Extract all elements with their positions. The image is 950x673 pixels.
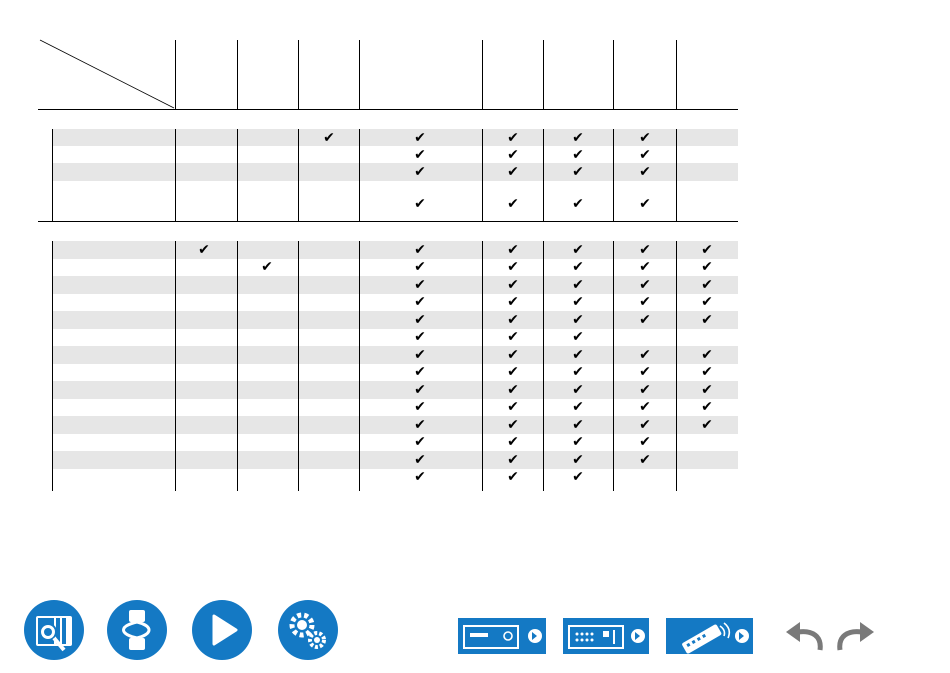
check-mark: ✔ bbox=[507, 196, 519, 212]
check-mark: ✔ bbox=[414, 311, 426, 328]
header-column-divider bbox=[359, 40, 360, 109]
check-mark: ✔ bbox=[572, 241, 584, 258]
check-mark: ✔ bbox=[507, 146, 519, 163]
check-mark: ✔ bbox=[414, 164, 426, 180]
check-mark: ✔ bbox=[414, 241, 426, 258]
column-divider bbox=[543, 129, 544, 221]
check-mark: ✔ bbox=[701, 241, 713, 258]
column-divider bbox=[543, 241, 544, 491]
check-mark: ✔ bbox=[639, 129, 651, 146]
check-mark: ✔ bbox=[507, 434, 519, 451]
check-mark: ✔ bbox=[701, 311, 713, 328]
check-mark: ✔ bbox=[701, 294, 713, 311]
check-mark: ✔ bbox=[639, 399, 651, 416]
check-mark: ✔ bbox=[572, 329, 584, 346]
check-mark: ✔ bbox=[507, 129, 519, 146]
column-divider bbox=[613, 241, 614, 491]
check-mark: ✔ bbox=[572, 381, 584, 398]
check-mark: ✔ bbox=[639, 241, 651, 258]
column-divider bbox=[482, 241, 483, 491]
check-mark: ✔ bbox=[639, 381, 651, 398]
check-mark: ✔ bbox=[507, 329, 519, 346]
remote-control-button[interactable] bbox=[666, 618, 753, 654]
check-mark: ✔ bbox=[414, 364, 426, 381]
header-column-divider bbox=[298, 40, 299, 109]
check-mark: ✔ bbox=[414, 469, 426, 486]
check-mark: ✔ bbox=[572, 451, 584, 468]
check-mark: ✔ bbox=[507, 259, 519, 276]
check-mark: ✔ bbox=[639, 294, 651, 311]
check-mark: ✔ bbox=[414, 146, 426, 163]
column-divider bbox=[298, 241, 299, 491]
check-mark: ✔ bbox=[507, 241, 519, 258]
check-mark: ✔ bbox=[701, 276, 713, 293]
cable-connection-icon bbox=[107, 600, 167, 660]
check-mark: ✔ bbox=[414, 381, 426, 398]
column-divider bbox=[359, 241, 360, 491]
header-column-divider bbox=[482, 40, 483, 109]
check-mark: ✔ bbox=[639, 196, 651, 212]
group-separator-line bbox=[38, 221, 738, 222]
check-mark: ✔ bbox=[572, 294, 584, 311]
header-column-divider bbox=[543, 40, 544, 109]
check-mark: ✔ bbox=[639, 259, 651, 276]
check-mark: ✔ bbox=[414, 416, 426, 433]
check-mark: ✔ bbox=[507, 399, 519, 416]
group1-left-border bbox=[52, 129, 53, 221]
front-panel-button[interactable] bbox=[458, 618, 546, 654]
play-icon bbox=[192, 600, 252, 660]
check-mark: ✔ bbox=[507, 469, 519, 486]
undo-button[interactable] bbox=[782, 618, 826, 654]
check-mark: ✔ bbox=[507, 164, 519, 180]
check-mark: ✔ bbox=[507, 294, 519, 311]
check-mark: ✔ bbox=[261, 259, 273, 276]
group2-left-border bbox=[52, 241, 53, 491]
remote-control-icon bbox=[666, 618, 753, 654]
check-mark: ✔ bbox=[414, 329, 426, 346]
check-mark: ✔ bbox=[414, 451, 426, 468]
check-mark: ✔ bbox=[572, 434, 584, 451]
check-mark: ✔ bbox=[572, 364, 584, 381]
settings-gear-icon bbox=[278, 600, 338, 660]
check-mark: ✔ bbox=[414, 276, 426, 293]
front-panel-icon bbox=[458, 618, 546, 654]
column-divider bbox=[298, 129, 299, 221]
playback-button[interactable] bbox=[192, 600, 252, 660]
header-diagonal-line bbox=[40, 40, 174, 108]
check-mark: ✔ bbox=[639, 346, 651, 363]
rear-panel-button[interactable] bbox=[563, 618, 649, 654]
redo-button[interactable] bbox=[834, 618, 878, 654]
check-mark: ✔ bbox=[572, 416, 584, 433]
connection-button[interactable] bbox=[107, 600, 167, 660]
check-mark: ✔ bbox=[572, 276, 584, 293]
check-mark: ✔ bbox=[414, 346, 426, 363]
column-divider bbox=[676, 129, 677, 221]
column-divider bbox=[237, 241, 238, 491]
column-divider bbox=[175, 129, 176, 221]
check-mark: ✔ bbox=[572, 164, 584, 180]
header-column-divider bbox=[175, 40, 176, 109]
check-mark: ✔ bbox=[572, 311, 584, 328]
book-manual-icon bbox=[24, 600, 84, 660]
check-mark: ✔ bbox=[507, 364, 519, 381]
check-mark: ✔ bbox=[639, 311, 651, 328]
check-mark: ✔ bbox=[507, 346, 519, 363]
check-mark: ✔ bbox=[639, 164, 651, 180]
check-mark: ✔ bbox=[639, 364, 651, 381]
check-mark: ✔ bbox=[572, 399, 584, 416]
header-bottom-line bbox=[38, 109, 738, 110]
check-mark: ✔ bbox=[701, 381, 713, 398]
column-divider bbox=[676, 241, 677, 491]
check-mark: ✔ bbox=[507, 416, 519, 433]
check-mark: ✔ bbox=[701, 259, 713, 276]
check-mark: ✔ bbox=[639, 276, 651, 293]
check-mark: ✔ bbox=[414, 259, 426, 276]
check-mark: ✔ bbox=[198, 241, 210, 258]
check-mark: ✔ bbox=[414, 129, 426, 146]
check-mark: ✔ bbox=[323, 129, 335, 146]
column-divider bbox=[237, 129, 238, 221]
check-mark: ✔ bbox=[701, 346, 713, 363]
check-mark: ✔ bbox=[572, 146, 584, 163]
check-mark: ✔ bbox=[572, 129, 584, 146]
check-mark: ✔ bbox=[507, 276, 519, 293]
header-column-divider bbox=[676, 40, 677, 109]
check-mark: ✔ bbox=[414, 294, 426, 311]
check-mark: ✔ bbox=[701, 416, 713, 433]
column-divider bbox=[359, 129, 360, 221]
check-mark: ✔ bbox=[414, 399, 426, 416]
check-mark: ✔ bbox=[572, 469, 584, 486]
book-manual-button[interactable] bbox=[24, 600, 84, 660]
check-mark: ✔ bbox=[507, 451, 519, 468]
check-mark: ✔ bbox=[701, 364, 713, 381]
check-mark: ✔ bbox=[639, 434, 651, 451]
redo-arrow-icon bbox=[834, 618, 878, 654]
column-divider bbox=[482, 129, 483, 221]
check-mark: ✔ bbox=[507, 381, 519, 398]
check-mark: ✔ bbox=[639, 416, 651, 433]
check-mark: ✔ bbox=[701, 399, 713, 416]
check-mark: ✔ bbox=[572, 346, 584, 363]
header-column-divider bbox=[237, 40, 238, 109]
rear-panel-icon bbox=[563, 618, 649, 654]
check-mark: ✔ bbox=[414, 196, 426, 212]
header-column-divider bbox=[613, 40, 614, 109]
column-divider bbox=[613, 129, 614, 221]
settings-button[interactable] bbox=[278, 600, 338, 660]
check-mark: ✔ bbox=[572, 259, 584, 276]
column-divider bbox=[175, 241, 176, 491]
undo-arrow-icon bbox=[782, 618, 826, 654]
check-mark: ✔ bbox=[572, 196, 584, 212]
check-mark: ✔ bbox=[639, 451, 651, 468]
check-mark: ✔ bbox=[414, 434, 426, 451]
check-mark: ✔ bbox=[507, 311, 519, 328]
check-mark: ✔ bbox=[639, 146, 651, 163]
